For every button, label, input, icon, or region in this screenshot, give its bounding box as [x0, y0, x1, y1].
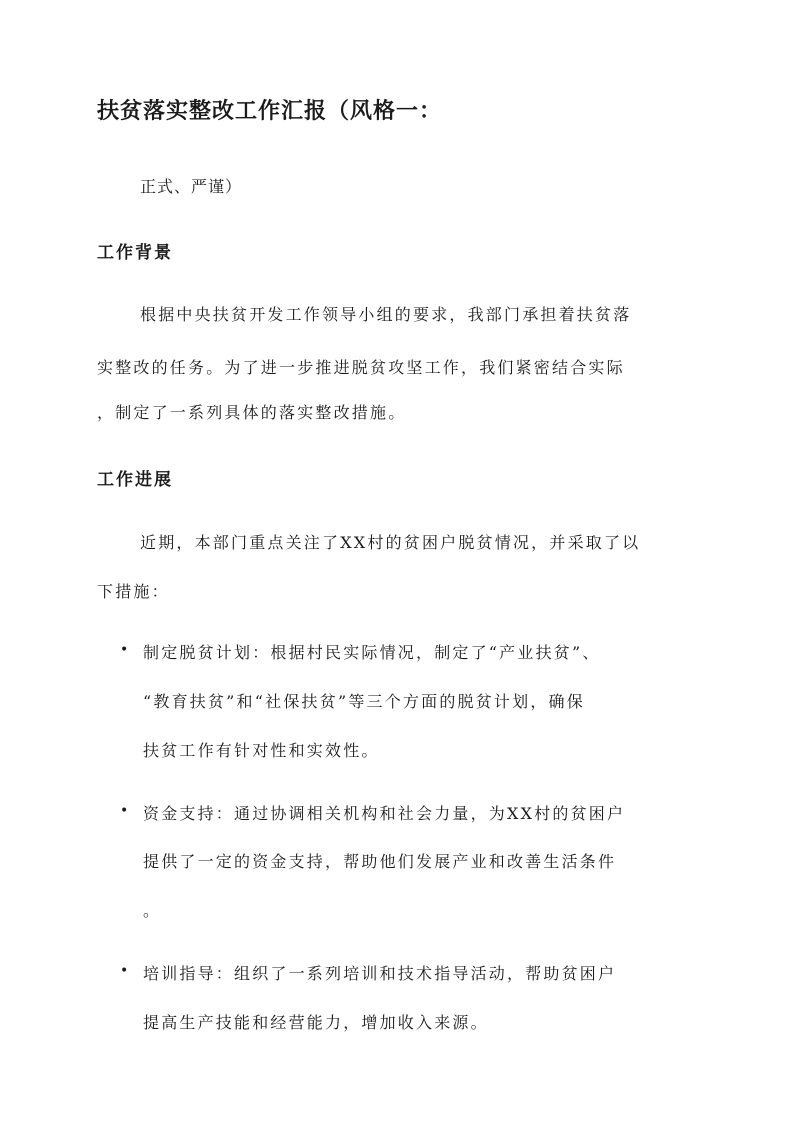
- bullet-line: 扶贫工作有针对性和实效性。: [143, 741, 380, 760]
- section-heading-progress: 工作进展: [97, 470, 173, 490]
- bullet-line: “教育扶贫”和“社保扶贫”等三个方面的脱贫计划，确保: [143, 692, 585, 711]
- bullet-line: 提供了一定的资金支持，帮助他们发展产业和改善生活条件: [143, 852, 617, 871]
- document-subtitle: 正式、严谨）: [140, 177, 243, 196]
- bullet-line: 培训指导：组织了一系列培训和技术指导活动，帮助贫困户: [143, 964, 617, 983]
- paragraph-line: 实整改的任务。为了进一步推进脱贫攻坚工作，我们紧密结合实际: [97, 358, 625, 377]
- paragraph-line: 近期，本部门重点关注了XX村的贫困户脱贫情况，并采取了以: [140, 533, 641, 552]
- paragraph-line: 下措施：: [97, 582, 170, 601]
- bullet-line: 。: [143, 901, 162, 920]
- bullet-point: •: [120, 642, 129, 658]
- bullet-line: 制定脱贫计划：根据村民实际情况，制定了“产业扶贫”、: [143, 643, 601, 662]
- bullet-point: •: [120, 963, 129, 979]
- bullet-point: •: [120, 803, 129, 819]
- bullet-line: 资金支持：通过协调相关机构和社会力量，为XX村的贫困户: [143, 804, 626, 823]
- paragraph-line: ，制定了一系列具体的落实整改措施。: [97, 403, 407, 422]
- paragraph-line: 根据中央扶贫开发工作领导小组的要求，我部门承担着扶贫落: [140, 305, 632, 324]
- document-title: 扶贫落实整改工作汇报（风格一：: [97, 98, 443, 124]
- bullet-line: 提高生产技能和经营能力，增加收入来源。: [143, 1013, 489, 1032]
- section-heading-background: 工作背景: [97, 243, 173, 263]
